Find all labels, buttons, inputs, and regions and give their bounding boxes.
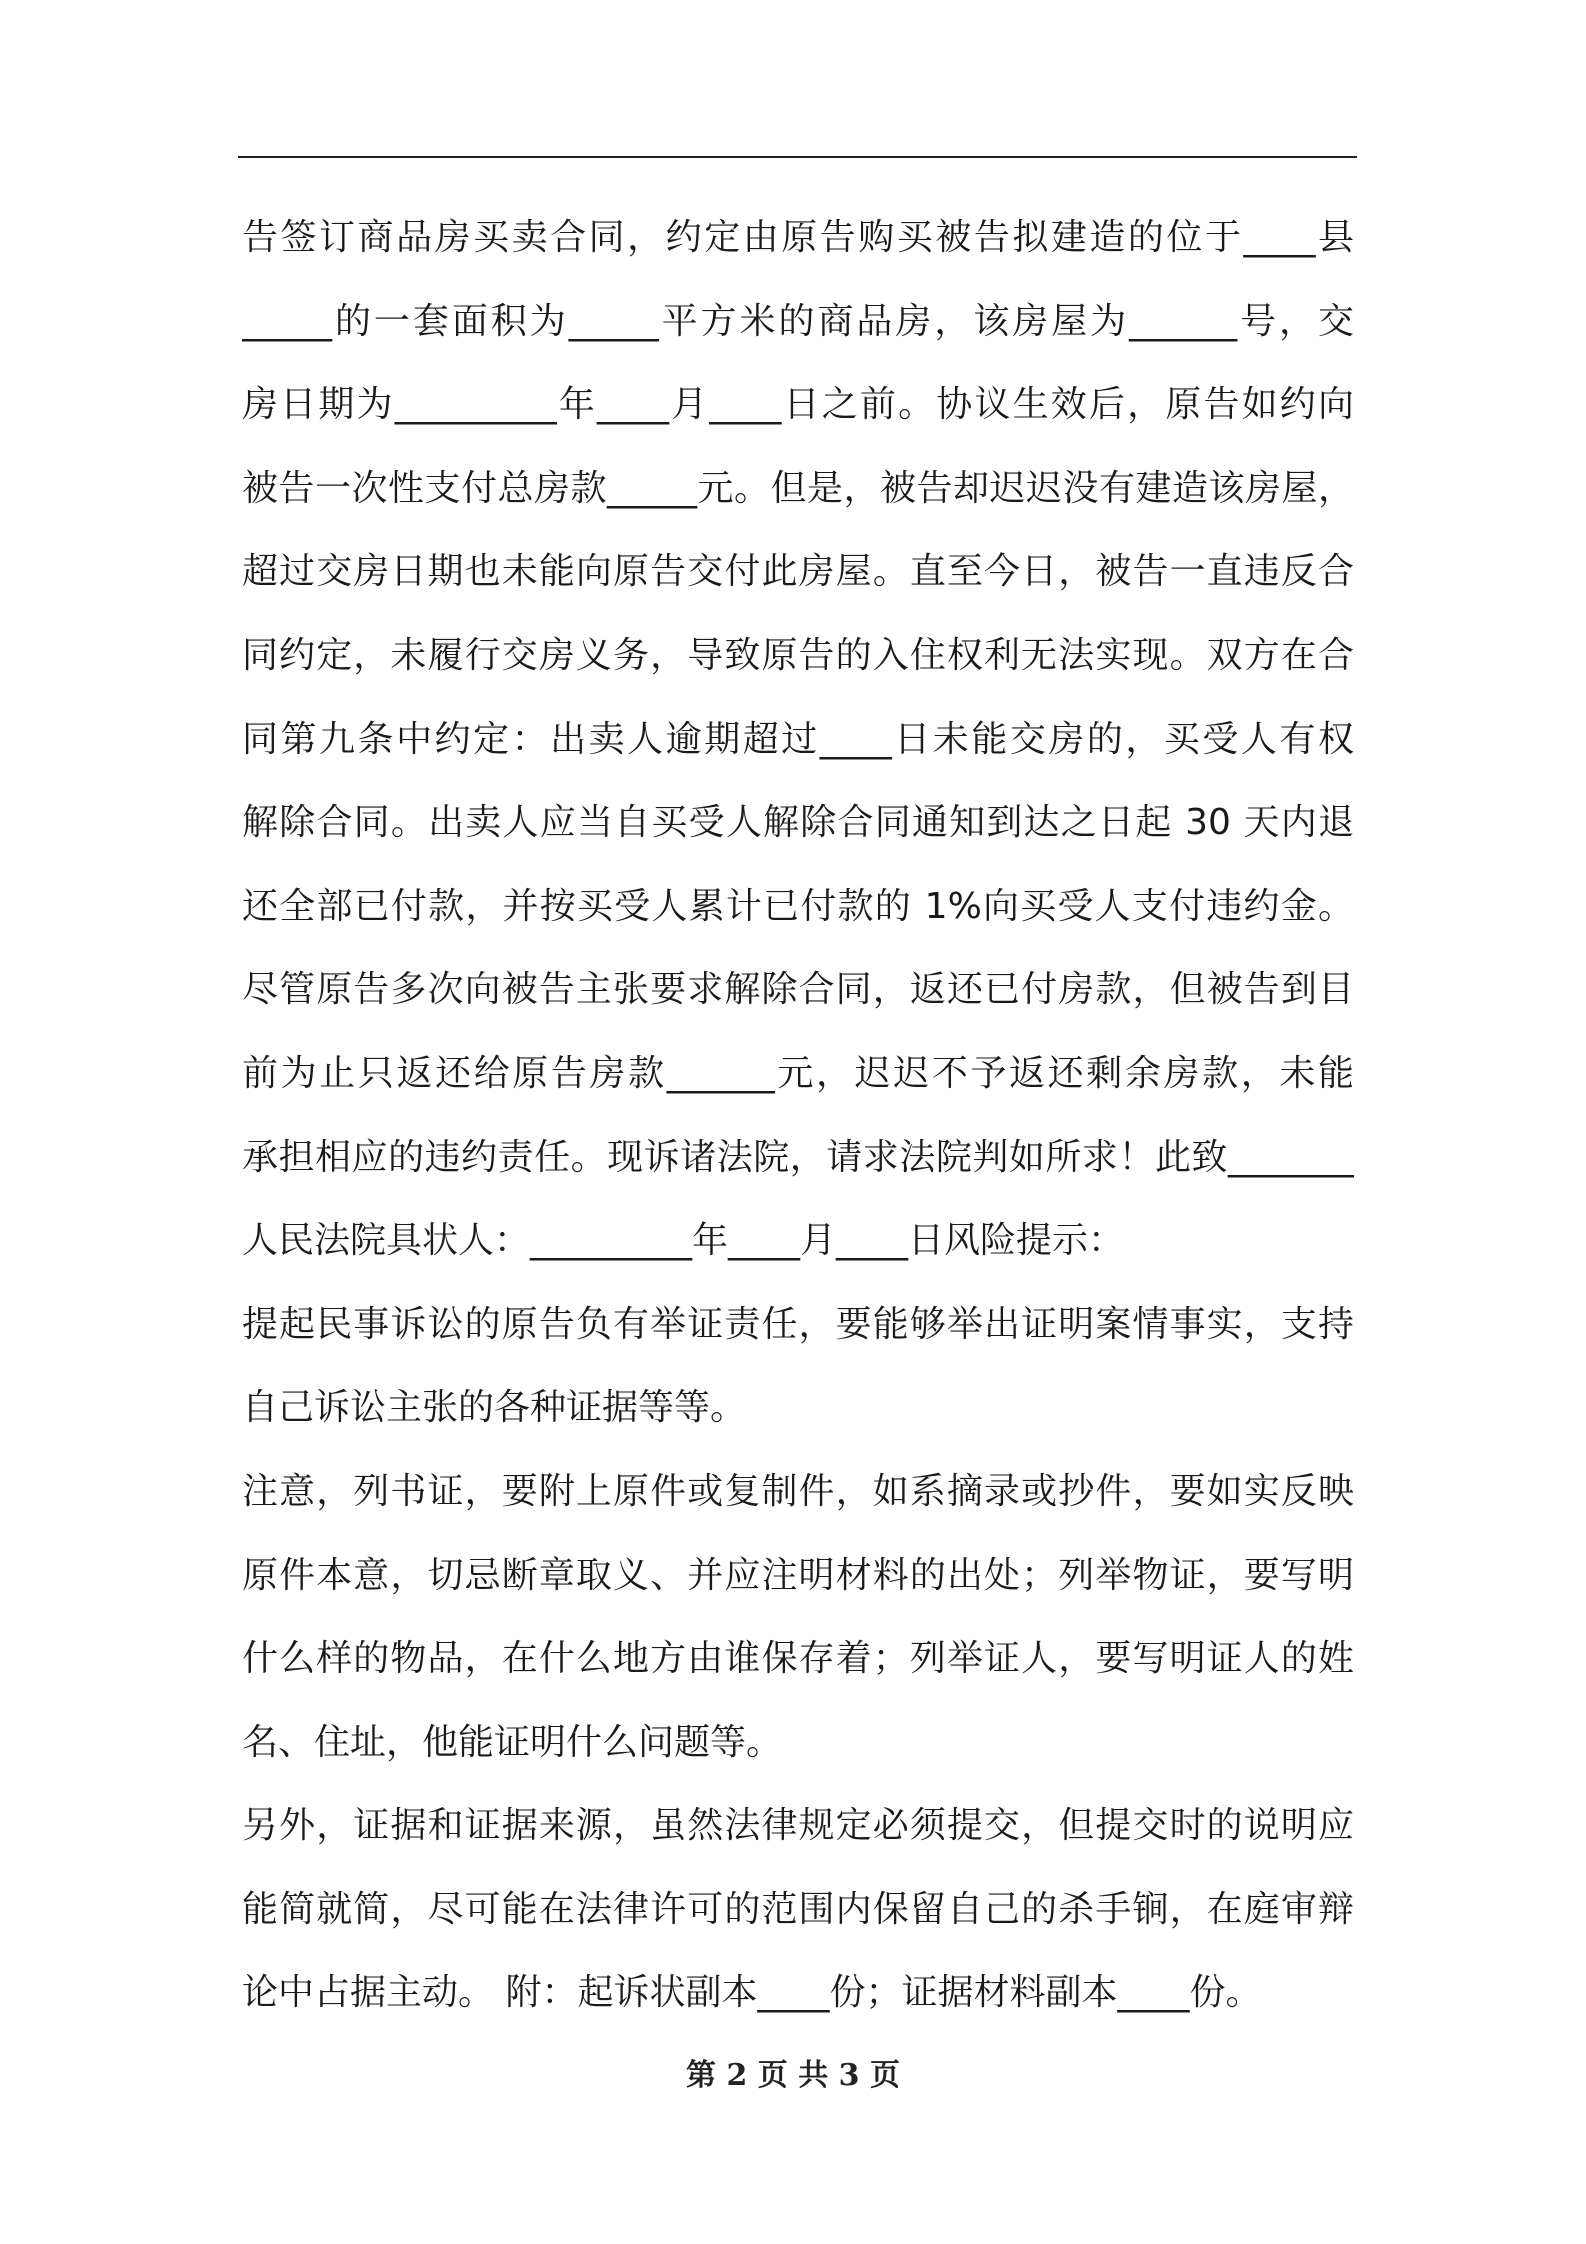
header-rule: [238, 156, 1357, 158]
text-line: 前为止只返还给原告房款______元，迟迟不予返还剩余房款，未能: [242, 1052, 1354, 1094]
text-line: 什么样的物品，在什么地方由谁保存着；列举证人，要写明证人的姓: [242, 1638, 1354, 1680]
text-line: 同约定，未履行交房义务，导致原告的入住权利无法实现。双方在合: [242, 634, 1354, 676]
text-line: 还全部已付款，并按买受人累计已付款的 1%向买受人支付违约金。: [242, 885, 1354, 927]
text-line: 超过交房日期也未能向原告交付此房屋。直至今日，被告一直违反合: [242, 551, 1354, 593]
text-line: 提起民事诉讼的原告负有举证责任，要能够举出证明案情事实，支持: [242, 1303, 1354, 1345]
text-line: 被告一次性支付总房款_____元。但是，被告却迟迟没有建造该房屋，: [242, 467, 1354, 509]
text-line: 解除合同。出卖人应当自买受人解除合同通知到达之日起 30 天内退: [242, 802, 1354, 844]
document-body: [242, 196, 1354, 2035]
text-line: 自己诉讼主张的各种证据等等。: [242, 1387, 747, 1429]
text-line: 人民法院具状人：_________年____月____日风险提示：: [242, 1220, 1125, 1262]
text-line: 名、住址，他能证明什么问题等。: [242, 1721, 783, 1763]
text-line: 论中占据主动。 附：起诉状副本____份；证据材料副本____份。: [242, 1972, 1262, 2014]
text-line: 同第九条中约定：出卖人逾期超过____日未能交房的，买受人有权: [242, 718, 1354, 760]
text-line: 注意，列书证，要附上原件或复制件，如系摘录或抄件，要如实反映: [242, 1470, 1354, 1512]
text-line: 承担相应的违约责任。现诉诸法院，请求法院判如所求！此致_______: [242, 1136, 1354, 1178]
text-line: 尽管原告多次向被告主张要求解除合同，返还已付房款，但被告到目: [242, 969, 1354, 1011]
text-line: 原件本意，切忌断章取义、并应注明材料的出处；列举物证，要写明: [242, 1554, 1354, 1596]
text-line: _____的一套面积为_____平方米的商品房，该房屋为______号，交: [242, 300, 1354, 342]
text-line: 告签订商品房买卖合同，约定由原告购买被告拟建造的位于____县: [242, 217, 1354, 258]
text-line: 能简就简，尽可能在法律许可的范围内保留自己的杀手锏，在庭审辩: [242, 1888, 1354, 1930]
page-number: 第 2 页 共 3 页: [686, 2058, 900, 2093]
text-line: 另外，证据和证据来源，虽然法律规定必须提交，但提交时的说明应: [242, 1805, 1354, 1847]
text-line: 房日期为_________年____月____日之前。协议生效后，原告如约向: [242, 384, 1354, 426]
